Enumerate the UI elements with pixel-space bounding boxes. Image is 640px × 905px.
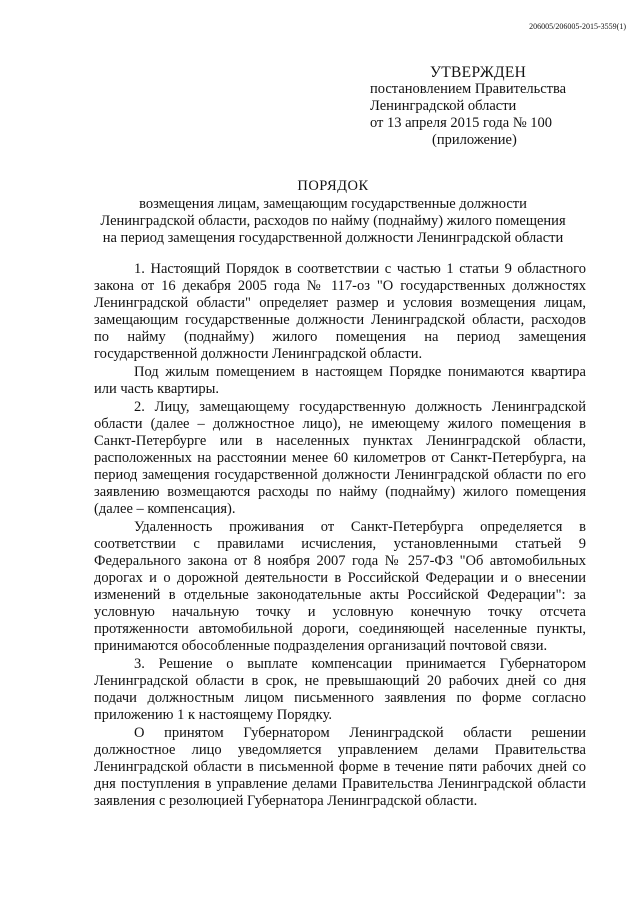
- body-paragraph: 3. Решение о выплате компенсации принимается Губернатором Ленинградской области в срок, не превышающий 20 рабочих дней со дня подачи должностным лицом письменного заявления по форме согласно приложению 1 к настоящему Порядку.: [94, 656, 586, 723]
- body-paragraph: Удаленность проживания от Санкт-Петербурга определяется в соответствии с правилами исчисления, установленными статьей 9 Федерального закона от 8 ноября 2007 года № 257-ФЗ "Об автомобильных дорогах и о дорожной деятельности в Российской Федерации и о внесении изменений в отдельные законодательные акты Российской Федерации": за условную начальную точку и условную конечную точку отсчета протяженности автомобильной дороги, соединяющей населенные пункты, принимаются обособленные подразделения организаций почтовой связи.: [94, 519, 586, 654]
- approval-line: от 13 апреля 2015 года № 100: [370, 115, 553, 131]
- document-subtitle-line: на период замещения государственной должности Ленинградской области: [102, 230, 564, 246]
- document-heading: [60, 178, 606, 247]
- body-paragraph: 1. Настоящий Порядок в соответствии с частью 1 статьи 9 областного закона от 16 декабря 2005 года № 117-оз "О государственных должностях Ленинградской области" определяет размер и условия возмещения лицам, замещающим государственные должности Ленинградской области, расходов по найму (поднайму) жилого помещения на период замещения государственной должности Ленинградской области.: [94, 261, 586, 362]
- approval-line: постановлением Правительства: [370, 81, 567, 97]
- document-body: [94, 261, 586, 811]
- body-paragraph: Под жилым помещением в настоящем Порядке понимаются квартира или часть квартиры.: [94, 364, 586, 397]
- approval-title: УТВЕРЖДЕН: [430, 64, 527, 81]
- approval-line: (приложение): [432, 132, 517, 148]
- document-reference-number: 206005/206005-2015-3559(1): [529, 22, 626, 31]
- approval-line: Ленинградской области: [370, 98, 517, 114]
- body-paragraph: О принятом Губернатором Ленинградской области решении должностное лицо уведомляется управлением делами Правительства Ленинградской области в письменной форме в течение пяти рабочих дней со дня поступления в управление делами Правительства Ленинградской области заявления с резолюцией Губернатора Ленинградской области.: [94, 725, 586, 809]
- body-paragraph: 2. Лицу, замещающему государственную должность Ленинградской области (далее – должностное лицо), не имеющему жилого помещения в Санкт-Петербурге или в населенных пунктах Ленинградской области, расположенных на расстоянии менее 60 километров от Санкт-Петербурга, на период замещения государственной должности Ленинградской области по его заявлению возмещаются расходы по найму (поднайму) жилого помещения (далее – компенсация).: [94, 399, 586, 517]
- document-subtitle-line: Ленинградской области, расходов по найму (поднайму) жилого помещения: [100, 213, 566, 229]
- approval-stamp-block: [370, 64, 610, 149]
- document-subtitle-line: возмещения лицам, замещающим государственные должности: [139, 196, 527, 212]
- document-title: ПОРЯДОК: [297, 178, 369, 194]
